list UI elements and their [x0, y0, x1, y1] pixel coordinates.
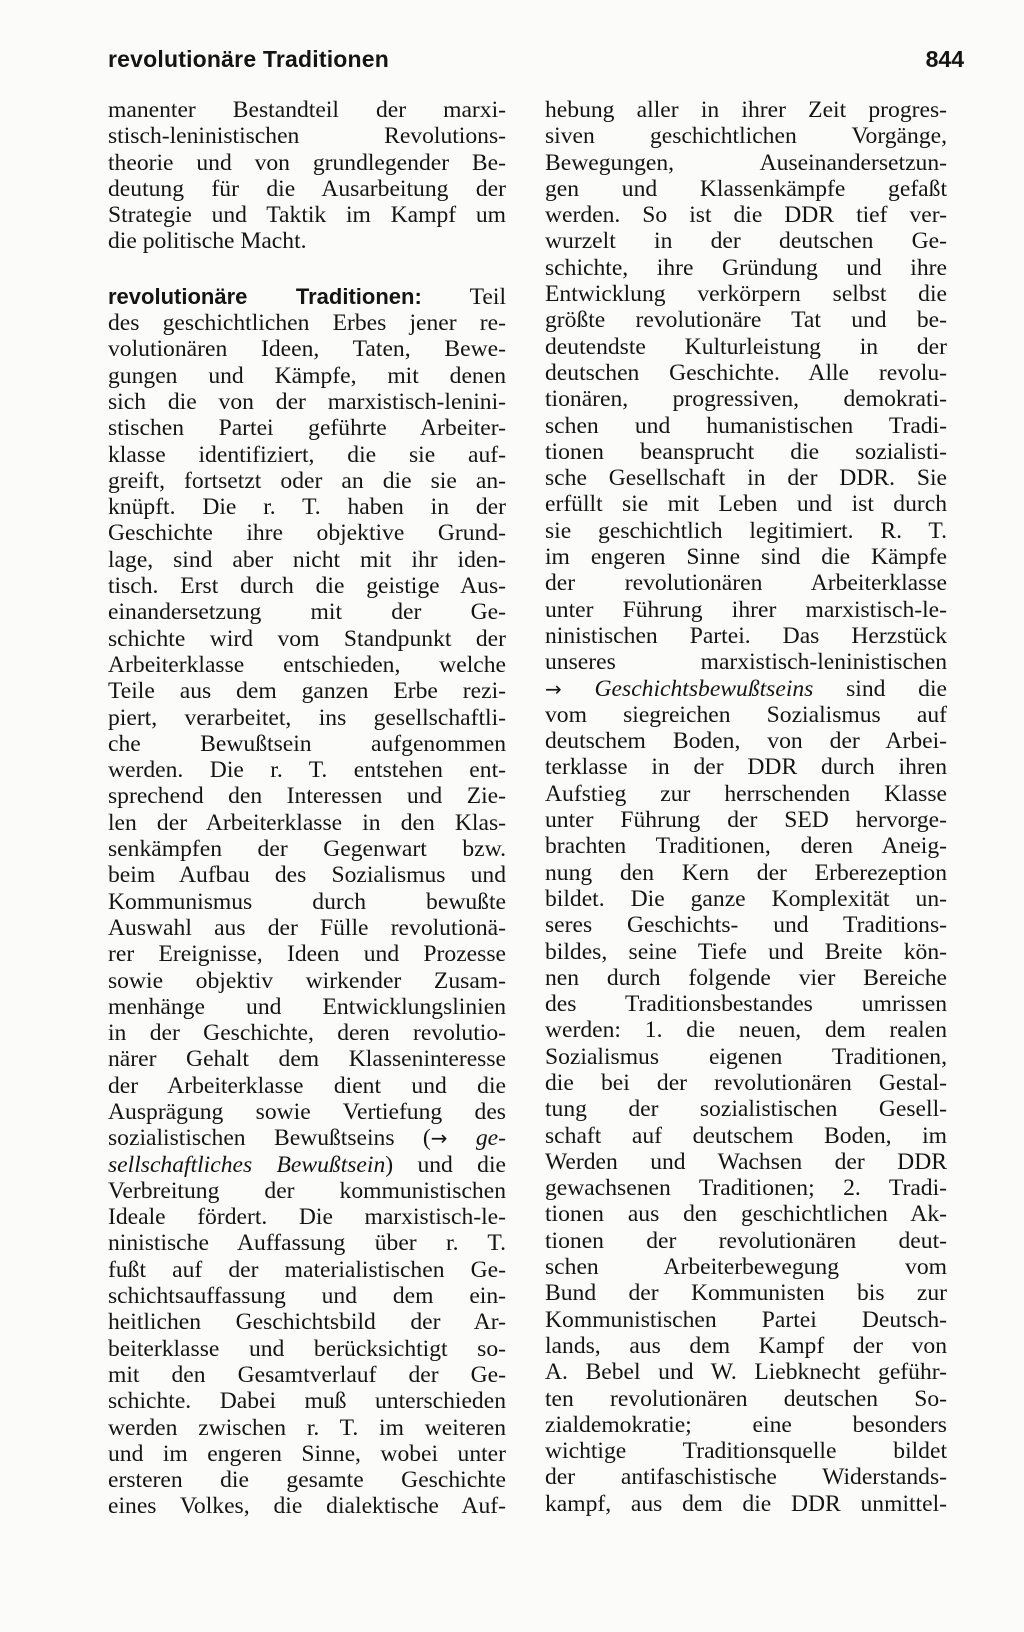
text-line: piert, verarbeitet, ins gesellschaftli- [108, 704, 506, 731]
text-line: unter Führung der SED hervorge- [545, 807, 947, 834]
text-line: Kommunismus durch bewußte [108, 888, 506, 915]
text-line: len der Arbeiterklasse in den Klas- [108, 809, 506, 836]
text-line: einandersetzung mit der Ge- [108, 599, 506, 626]
text-line: volutionären Ideen, Taten, Bewe- [108, 336, 506, 363]
text-line: Werden und Wachsen der DDR [545, 1148, 947, 1175]
text-line: ninistische Auffassung über r. T. [108, 1230, 506, 1257]
text-line: des geschichtlichen Erbes jener re- [108, 310, 506, 337]
xref-term-part2[interactable]: sellschaftliches Bewußtsein [108, 1151, 386, 1178]
text-line: Ausprägung sowie Vertiefung des [108, 1098, 506, 1125]
text-line: schen Arbeiterbewegung vom [545, 1254, 947, 1281]
text-line: deutung für die Ausarbeitung der [108, 175, 506, 202]
text-line: Sozialismus eigenen Traditionen, [545, 1043, 947, 1070]
text-line: schaft auf deutschem Boden, im [545, 1122, 947, 1149]
text-line: Bund der Kommunisten bis zur [545, 1280, 947, 1307]
text-line: senkämpfen der Gegenwart bzw. [108, 836, 506, 863]
text-line: ersteren die gesamte Geschichte [108, 1467, 506, 1494]
text-line: nen durch folgende vier Bereiche [545, 964, 947, 991]
entry-lemma: revolutionäre Traditionen: [108, 283, 422, 309]
text-line: schichtsauffassung und dem ein- [108, 1283, 506, 1310]
text-line: der revolutionären Arbeiterklasse [545, 570, 947, 597]
text-line: ten revolutionären deutschen So- [545, 1385, 947, 1412]
text-line: mit den Gesamtverlauf der Ge- [108, 1361, 506, 1388]
text-line: wurzelt in der deutschen Ge- [545, 228, 947, 255]
text-line: siven geschichtlichen Vorgänge, [545, 123, 947, 150]
text-line: unter Führung ihrer marxistisch-le- [545, 596, 947, 623]
text-line: manenter Bestandteil der marxi- [108, 97, 506, 123]
text-line: tisch. Erst durch die geistige Aus- [108, 573, 506, 600]
text-line: Aufstieg zur herrschenden Klasse [545, 780, 947, 807]
text-line: bildet. Die ganze Komplexität un- [545, 885, 947, 912]
xref-term[interactable]: Geschichtsbewußtseins [594, 675, 814, 702]
text-line: nung den Kern der Erberezeption [545, 859, 947, 886]
text-line: beim Aufbau des Sozialismus und [108, 862, 506, 889]
text-line: sche Gesellschaft in der DDR. Sie [545, 465, 947, 492]
text-line: größte revolutionäre Tat und be- [545, 307, 947, 334]
text-line: stisch-leninistischen Revolutions- [108, 123, 506, 150]
text-line: schichte. Dabei muß unterschieden [108, 1388, 506, 1415]
text-line: erfüllt sie mit Leben und ist durch [545, 491, 947, 518]
entry-body-continued [108, 1178, 506, 1520]
text-line: Entwicklung verkörpern selbst die [545, 281, 947, 308]
text-line: greift, fortsetzt oder an die sie an- [108, 467, 506, 494]
text-line: im engeren Sinne sind die Kämpfe [545, 544, 947, 571]
text-line: hebung aller in ihrer Zeit progres- [545, 97, 947, 123]
text-line: gen und Klassenkämpfe gefaßt [545, 175, 947, 202]
text-line: des Traditionsbestandes umrissen [545, 991, 947, 1018]
text-line: werden zwischen r. T. im weiteren [108, 1414, 506, 1441]
text-line: Arbeiterklasse entschieden, welche [108, 651, 506, 678]
text-line: werden: 1. die neuen, dem realen [545, 1017, 947, 1044]
text-line: werden. Die r. T. entstehen ent- [108, 757, 506, 784]
text-line: tionen der revolutionären deut- [545, 1227, 947, 1254]
text-line: deutschem Boden, von der Arbei- [545, 728, 947, 755]
text-line: zialdemokratie; eine besonders [545, 1411, 947, 1438]
text-line: beiterklasse und berücksichtigt so- [108, 1335, 506, 1362]
text-line: knüpft. Die r. T. haben in der [108, 494, 506, 521]
entry-lemma-tail: Teil [421, 283, 506, 310]
text-line: gungen und Kämpfe, mit denen [108, 362, 506, 389]
text-line: tung der sozialistischen Gesell- [545, 1096, 947, 1123]
text-line: der antifaschistische Widerstands- [545, 1464, 947, 1491]
arrow-right-icon: → [430, 1126, 448, 1151]
text-line: bildes, seine Tiefe und Breite kön- [545, 938, 947, 965]
text-line: theorie und von grundlegender Be- [108, 149, 506, 176]
text-line: terklasse in der DDR durch ihren [545, 754, 947, 781]
text-line: schichte, ihre Gründung und ihre [545, 254, 947, 281]
text-line: sprechend den Interessen und Zie- [108, 783, 506, 810]
text-line: lage, sind aber nicht mit ihr iden- [108, 546, 506, 573]
text-line: vom siegreichen Sozialismus auf [545, 701, 947, 728]
text-line: sowie objektiv wirkender Zusam- [108, 967, 506, 994]
xref-term-part1[interactable]: ge- [447, 1125, 506, 1152]
text-line: Verbreitung der kommunistischen [108, 1177, 506, 1204]
text-line: heitlichen Geschichtsbild der Ar- [108, 1309, 506, 1336]
cross-reference-line-2 [108, 1152, 506, 1178]
text-line: die bei der revolutionären Gestal- [545, 1069, 947, 1096]
text-line: Kommunistischen Partei Deutsch- [545, 1306, 947, 1333]
text-line: deutendste Kulturleistung in der [545, 333, 947, 360]
text-line: lands, aus dem Kampf der von [545, 1332, 947, 1359]
cross-reference-line [108, 1125, 506, 1151]
text-line: eines Volkes, die dialektische Auf- [108, 1493, 506, 1520]
text-line: gewachsenen Traditionen; 2. Tradi- [545, 1175, 947, 1202]
paragraph-gap [108, 255, 506, 284]
text-line: menhänge und Entwicklungslinien [108, 993, 506, 1020]
text-line: Bewegungen, Auseinandersetzun- [545, 149, 947, 176]
xref-prefix: sozialistischen Bewußtseins ( [108, 1125, 431, 1152]
left-column [108, 97, 506, 1520]
text-line: fußt auf der materialistischen Ge- [108, 1256, 506, 1283]
text-line: schichte wird vom Standpunkt der [108, 625, 506, 652]
text-line: Geschichte ihre objektive Grund- [108, 520, 506, 547]
text-line: sie geschichtlich legitimiert. R. T. [545, 517, 947, 544]
text-line: Teile aus dem ganzen Erbe rezi- [108, 678, 506, 705]
text-line: werden. So ist die DDR tief ver- [545, 202, 947, 229]
text-line: stischen Partei geführte Arbeiter- [108, 415, 506, 442]
text-line: die politische Macht. [108, 228, 307, 255]
text-line: klasse identifiziert, die sie auf- [108, 441, 506, 468]
text-line: brachten Traditionen, deren Aneig- [545, 833, 947, 860]
text-line: und im engeren Sinne, wobei unter [108, 1440, 506, 1467]
text-line: A. Bebel und W. Liebknecht geführ- [545, 1359, 947, 1386]
right-cross-reference-line [545, 676, 947, 702]
text-line: ninistischen Partei. Das Herzstück [545, 622, 947, 649]
text-line: in der Geschichte, deren revolutio- [108, 1020, 506, 1047]
entry-heading-line [108, 284, 506, 310]
running-head: revolutionäre Traditionen [108, 46, 390, 72]
text-line: Strategie und Taktik im Kampf um [108, 202, 506, 229]
xref-suffix: sind die [813, 675, 947, 702]
text-line: tionen beansprucht die sozialisti- [545, 438, 947, 465]
text-line: unseres marxistisch-leninistischen [545, 649, 947, 676]
continued-paragraph [108, 97, 506, 255]
text-line: der Arbeiterklasse dient und die [108, 1072, 506, 1099]
text-line: tionen aus den geschichtlichen Ak- [545, 1201, 947, 1228]
arrow-right-icon: → [545, 676, 562, 701]
text-line: Ideale fördert. Die marxistisch-le- [108, 1204, 506, 1231]
page-header [108, 46, 964, 82]
text-line: kampf, aus dem die DDR unmittel- [545, 1490, 947, 1517]
text-line: schen und humanistischen Tradi- [545, 412, 947, 439]
xref-suffix: ) und die [385, 1151, 506, 1178]
right-column [545, 97, 947, 1517]
page-number: 844 [925, 46, 964, 72]
text-line: deutschen Geschichte. Alle revolu- [545, 359, 947, 386]
text-line: tionären, progressiven, demokrati- [545, 386, 947, 413]
text-line: Auswahl aus der Fülle revolutionä- [108, 914, 506, 941]
text-line: seres Geschichts- und Traditions- [545, 912, 947, 939]
right-body-continued [545, 702, 947, 1517]
text-line: wichtige Traditionsquelle bildet [545, 1438, 947, 1465]
text-line: sich die von der marxistisch-lenini- [108, 388, 506, 415]
text-line: närer Gehalt dem Klasseninteresse [108, 1046, 506, 1073]
entry-body [108, 310, 506, 1125]
right-body [545, 97, 947, 676]
text-line: che Bewußtsein aufgenommen [108, 730, 506, 757]
text-line: rer Ereignisse, Ideen und Prozesse [108, 941, 506, 968]
